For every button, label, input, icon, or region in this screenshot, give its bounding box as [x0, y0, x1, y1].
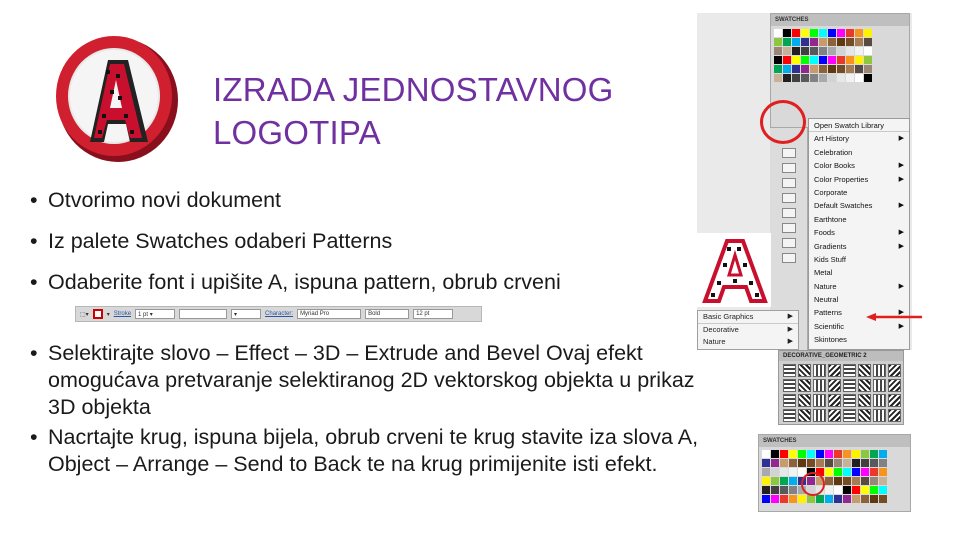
swatch[interactable]	[837, 74, 845, 82]
swatch[interactable]	[810, 65, 818, 73]
swatch[interactable]	[801, 65, 809, 73]
menu-item[interactable]	[809, 159, 909, 172]
menu-item-label: Art History	[814, 134, 850, 144]
bullet-item: • Selektirajte slovo – Effect – 3D – Extrude and Bevel Ovaj efekt omogućava pretvaranje selektiranog 2D vektorskog objekta u prikaz 3D objekta	[30, 341, 695, 419]
bullet-list-bottom	[30, 340, 700, 481]
menu-item[interactable]	[809, 199, 909, 212]
pattern-swatch[interactable]	[813, 364, 826, 377]
swatch[interactable]	[771, 468, 779, 476]
swatch[interactable]	[861, 459, 869, 467]
menu-item[interactable]	[809, 173, 909, 186]
control-toolbar	[75, 306, 482, 322]
submenu-arrow-icon: ▶	[898, 309, 904, 317]
pattern-swatch[interactable]	[843, 409, 856, 422]
swatch[interactable]	[846, 47, 854, 55]
swatch[interactable]	[837, 29, 845, 37]
swatch[interactable]	[834, 459, 842, 467]
pattern-swatch[interactable]	[813, 379, 826, 392]
swatch[interactable]	[789, 495, 797, 503]
bullet-item: • Nacrtajte krug, ispuna bijela, obrub crveni te krug stavite iza slova A, Object – Arrange – Send to Back te na krug primijenite isti efekt.	[30, 425, 699, 476]
swatch[interactable]	[852, 450, 860, 458]
font-style-field[interactable]: Bold	[365, 309, 409, 319]
swatch[interactable]	[780, 468, 788, 476]
swatch[interactable]	[780, 495, 788, 503]
swatch[interactable]	[789, 468, 797, 476]
swatch[interactable]	[792, 47, 800, 55]
swatch[interactable]	[870, 459, 878, 467]
highlight-circle	[801, 472, 825, 496]
swatch[interactable]	[828, 29, 836, 37]
swatch-grid	[759, 447, 910, 506]
swatch[interactable]	[771, 495, 779, 503]
bullet-item: • Odaberite font i upišite A, ispuna pattern, obrub crveni	[30, 270, 561, 294]
bullet-item: • Iz palete Swatches odaberi Patterns	[30, 229, 393, 253]
swatch[interactable]	[816, 495, 824, 503]
menu-item[interactable]	[809, 253, 909, 266]
swatches-panel-title: SWATCHES	[759, 435, 910, 447]
panel-button[interactable]	[782, 208, 796, 218]
pattern-swatch[interactable]	[888, 379, 901, 392]
character-label[interactable]: Character:	[265, 311, 294, 317]
menu-item[interactable]	[809, 213, 909, 226]
swatch[interactable]	[807, 459, 815, 467]
swatch[interactable]	[783, 74, 791, 82]
swatch[interactable]	[843, 468, 851, 476]
menu-item-label: Gradients	[814, 241, 847, 251]
swatch[interactable]	[816, 459, 824, 467]
menu-item[interactable]	[809, 186, 909, 199]
swatch[interactable]	[789, 450, 797, 458]
pattern-swatch[interactable]	[843, 364, 856, 377]
submenu-arrow-icon: ▶	[898, 322, 904, 330]
swatch[interactable]	[825, 486, 833, 494]
swatch[interactable]	[837, 38, 845, 46]
swatch[interactable]	[807, 495, 815, 503]
font-family-field[interactable]: Myriad Pro	[297, 309, 361, 319]
panel-button[interactable]	[782, 193, 796, 203]
panel-button[interactable]	[782, 163, 796, 173]
menu-item[interactable]	[809, 266, 909, 279]
menu-item[interactable]	[698, 311, 798, 324]
menu-item[interactable]	[809, 132, 909, 145]
pattern-swatch[interactable]	[888, 394, 901, 407]
swatch[interactable]	[780, 450, 788, 458]
swatch[interactable]	[819, 65, 827, 73]
swatch[interactable]	[819, 74, 827, 82]
swatch[interactable]	[801, 29, 809, 37]
swatch[interactable]	[825, 468, 833, 476]
pattern-swatch[interactable]	[858, 409, 871, 422]
menu-item-label: Corporate	[814, 187, 848, 197]
menu-item-label: Metal	[814, 268, 833, 278]
pattern-swatch[interactable]	[873, 394, 886, 407]
pattern-swatch[interactable]	[783, 409, 796, 422]
blank-field[interactable]	[179, 309, 227, 319]
swatch[interactable]	[861, 468, 869, 476]
swatch[interactable]	[861, 450, 869, 458]
swatch[interactable]	[792, 38, 800, 46]
swatch[interactable]	[783, 47, 791, 55]
pattern-swatch[interactable]	[813, 409, 826, 422]
submenu-arrow-icon: ▶	[898, 175, 904, 183]
swatch[interactable]	[861, 486, 869, 494]
menu-item[interactable]	[809, 240, 909, 253]
selection-icon[interactable]: ⬚▾	[80, 311, 89, 318]
swatch[interactable]	[783, 29, 791, 37]
swatches-panel-updated	[758, 434, 911, 512]
swatch[interactable]	[762, 450, 770, 458]
swatch[interactable]	[771, 477, 779, 485]
swatch[interactable]	[855, 65, 863, 73]
swatch[interactable]	[870, 486, 878, 494]
swatch[interactable]	[843, 477, 851, 485]
swatch[interactable]	[846, 56, 854, 64]
logo-3d-a	[50, 30, 182, 166]
swatch[interactable]	[879, 495, 887, 503]
menu-item-label: Color Properties	[814, 174, 869, 184]
stroke-swatch[interactable]	[93, 309, 103, 319]
swatch[interactable]	[792, 56, 800, 64]
menu-item-label: Neutral	[814, 295, 839, 305]
swatch[interactable]	[846, 65, 854, 73]
red-arrow-icon	[866, 313, 922, 321]
swatch[interactable]	[774, 29, 782, 37]
swatch[interactable]	[864, 47, 872, 55]
panel-button[interactable]	[782, 223, 796, 233]
swatch[interactable]	[789, 459, 797, 467]
swatch-libraries-button[interactable]	[782, 148, 796, 158]
menu-item[interactable]	[809, 119, 909, 132]
swatch[interactable]	[834, 486, 842, 494]
swatch[interactable]	[855, 74, 863, 82]
pattern-swatch[interactable]	[798, 409, 811, 422]
swatch[interactable]	[825, 495, 833, 503]
swatch[interactable]	[810, 38, 818, 46]
swatch[interactable]	[798, 450, 806, 458]
swatch[interactable]	[810, 29, 818, 37]
font-size-field[interactable]: 12 pt	[413, 309, 453, 319]
swatch[interactable]	[774, 38, 782, 46]
swatch[interactable]	[816, 450, 824, 458]
swatch[interactable]	[879, 450, 887, 458]
swatch[interactable]	[825, 477, 833, 485]
menu-item[interactable]	[809, 226, 909, 239]
swatch[interactable]	[828, 47, 836, 55]
panel-button[interactable]	[782, 238, 796, 248]
swatch[interactable]	[810, 56, 818, 64]
swatch[interactable]	[792, 29, 800, 37]
swatch[interactable]	[855, 29, 863, 37]
swatch[interactable]	[789, 486, 797, 494]
highlight-circle	[760, 100, 806, 144]
swatch[interactable]	[825, 459, 833, 467]
submenu-arrow-icon: ▶	[898, 162, 904, 170]
pattern-swatch[interactable]	[858, 379, 871, 392]
pattern-letter-preview	[697, 233, 771, 307]
pattern-swatch[interactable]	[843, 394, 856, 407]
swatch[interactable]	[771, 450, 779, 458]
pattern-swatch[interactable]	[828, 394, 841, 407]
swatch[interactable]	[828, 38, 836, 46]
menu-item-label: Kids Stuff	[814, 254, 846, 264]
swatch[interactable]	[762, 495, 770, 503]
swatch[interactable]	[852, 468, 860, 476]
submenu-arrow-icon: ▶	[898, 202, 904, 210]
swatch[interactable]	[774, 47, 782, 55]
swatch[interactable]	[855, 47, 863, 55]
swatch[interactable]	[792, 65, 800, 73]
submenu-arrow-icon: ▶	[787, 325, 793, 333]
swatch[interactable]	[837, 65, 845, 73]
swatch[interactable]	[780, 477, 788, 485]
bullet-list-top	[30, 187, 700, 310]
swatch[interactable]	[843, 450, 851, 458]
swatch[interactable]	[807, 450, 815, 458]
decorative-panel-title: DECORATIVE_GEOMETRIC 2	[779, 351, 903, 361]
decorative-patterns-panel	[778, 350, 904, 425]
swatch[interactable]	[774, 65, 782, 73]
submenu-arrow-icon: ▶	[898, 282, 904, 290]
panel-button[interactable]	[782, 178, 796, 188]
opacity-field[interactable]: ▾	[231, 309, 261, 319]
swatch[interactable]	[801, 38, 809, 46]
swatch[interactable]	[828, 56, 836, 64]
pattern-swatch[interactable]	[873, 379, 886, 392]
pattern-swatch[interactable]	[798, 379, 811, 392]
swatch[interactable]	[762, 477, 770, 485]
swatch[interactable]	[810, 47, 818, 55]
swatch[interactable]	[837, 56, 845, 64]
pattern-swatch[interactable]	[873, 364, 886, 377]
swatch[interactable]	[798, 459, 806, 467]
pattern-swatch[interactable]	[798, 394, 811, 407]
title-line-1: IZRADA JEDNOSTAVNOG	[213, 71, 614, 108]
swatch[interactable]	[780, 459, 788, 467]
pattern-swatch[interactable]	[888, 409, 901, 422]
menu-item-label: Decorative	[703, 324, 739, 334]
swatch[interactable]	[852, 495, 860, 503]
swatch[interactable]	[861, 477, 869, 485]
swatch[interactable]	[783, 65, 791, 73]
swatch[interactable]	[819, 38, 827, 46]
swatch[interactable]	[819, 56, 827, 64]
swatches-panel-title: SWATCHES	[771, 14, 909, 26]
pattern-swatch[interactable]	[858, 364, 871, 377]
swatch[interactable]	[792, 74, 800, 82]
swatch[interactable]	[828, 74, 836, 82]
swatch[interactable]	[879, 459, 887, 467]
swatch[interactable]	[762, 468, 770, 476]
menu-item-label: Basic Graphics	[703, 312, 754, 321]
swatch[interactable]	[771, 486, 779, 494]
pattern-swatch[interactable]	[828, 379, 841, 392]
pattern-swatch[interactable]	[888, 364, 901, 377]
submenu-arrow-icon: ▶	[898, 229, 904, 237]
submenu-arrow-icon: ▶	[898, 135, 904, 143]
pattern-swatch[interactable]	[783, 364, 796, 377]
menu-item[interactable]	[809, 280, 909, 293]
swatch[interactable]	[780, 486, 788, 494]
pattern-swatch[interactable]	[828, 409, 841, 422]
pattern-swatch[interactable]	[798, 364, 811, 377]
swatch[interactable]	[861, 495, 869, 503]
swatch[interactable]	[870, 477, 878, 485]
menu-item-label: Foods	[814, 228, 835, 238]
swatch[interactable]	[879, 468, 887, 476]
menu-item-label: Skintones	[814, 335, 847, 345]
stroke-weight-field[interactable]: 1 pt ▾	[135, 309, 175, 319]
swatch[interactable]	[834, 468, 842, 476]
swatch[interactable]	[801, 74, 809, 82]
menu-item-label: Color Books	[814, 161, 855, 171]
swatch[interactable]	[864, 29, 872, 37]
pattern-swatch[interactable]	[858, 394, 871, 407]
swatch[interactable]	[864, 38, 872, 46]
menu-item-label: Nature	[703, 337, 726, 346]
menu-item-label: Patterns	[814, 308, 842, 318]
swatch[interactable]	[834, 450, 842, 458]
menu-item-label: Nature	[814, 281, 837, 291]
swatch-grid	[771, 26, 909, 85]
pattern-swatch[interactable]	[783, 379, 796, 392]
swatch[interactable]	[837, 47, 845, 55]
submenu-arrow-icon: ▶	[898, 242, 904, 250]
swatch[interactable]	[801, 56, 809, 64]
menu-item-label: Scientific	[814, 321, 845, 331]
submenu-arrow-icon: ▶	[787, 313, 793, 320]
swatch[interactable]	[870, 450, 878, 458]
swatch[interactable]	[852, 477, 860, 485]
swatch[interactable]	[852, 486, 860, 494]
swatch[interactable]	[771, 459, 779, 467]
menu-item-label: Celebration	[814, 147, 853, 157]
swatch[interactable]	[846, 38, 854, 46]
swatch[interactable]	[819, 47, 827, 55]
menu-item[interactable]	[698, 324, 798, 337]
title-line-2: LOGOTIPA	[213, 114, 381, 151]
swatch[interactable]	[834, 495, 842, 503]
menu-item-label: Open Swatch Library	[814, 121, 885, 130]
swatch[interactable]	[834, 477, 842, 485]
swatch[interactable]	[846, 74, 854, 82]
swatch[interactable]	[864, 74, 872, 82]
pattern-swatch[interactable]	[783, 394, 796, 407]
swatch[interactable]	[855, 56, 863, 64]
patterns-submenu	[697, 310, 799, 350]
menu-item[interactable]	[809, 146, 909, 159]
swatch[interactable]	[846, 29, 854, 37]
swatch[interactable]	[783, 56, 791, 64]
swatch[interactable]	[798, 495, 806, 503]
submenu-arrow-icon: ▶	[787, 338, 793, 345]
swatch[interactable]	[879, 477, 887, 485]
swatch[interactable]	[828, 65, 836, 73]
swatch[interactable]	[810, 74, 818, 82]
swatch[interactable]	[762, 486, 770, 494]
panel-button[interactable]	[782, 253, 796, 263]
swatch[interactable]	[852, 459, 860, 467]
pattern-grid	[779, 361, 903, 425]
menu-item[interactable]	[809, 293, 909, 306]
swatch[interactable]	[870, 468, 878, 476]
menu-item[interactable]	[809, 333, 909, 346]
pattern-swatch[interactable]	[813, 394, 826, 407]
swatch[interactable]	[864, 56, 872, 64]
swatch[interactable]	[843, 459, 851, 467]
menu-item[interactable]	[698, 336, 798, 349]
swatch[interactable]	[789, 477, 797, 485]
bullet-item: • Otvorimo novi dokument	[30, 188, 282, 212]
pattern-swatch[interactable]	[828, 364, 841, 377]
swatch[interactable]	[870, 495, 878, 503]
swatch[interactable]	[762, 459, 770, 467]
menu-item-label: Default Swatches	[814, 201, 873, 211]
swatch[interactable]	[801, 47, 809, 55]
stroke-label[interactable]: Stroke	[113, 311, 132, 317]
swatch[interactable]	[774, 74, 782, 82]
swatch[interactable]	[879, 486, 887, 494]
swatch[interactable]	[825, 450, 833, 458]
page-title	[213, 68, 683, 154]
swatch[interactable]	[774, 56, 782, 64]
pattern-swatch[interactable]	[873, 409, 886, 422]
swatch[interactable]	[843, 486, 851, 494]
swatch[interactable]	[819, 29, 827, 37]
pattern-swatch[interactable]	[843, 379, 856, 392]
swatch[interactable]	[843, 495, 851, 503]
menu-item[interactable]	[809, 320, 909, 333]
swatch[interactable]	[864, 65, 872, 73]
swatch[interactable]	[855, 38, 863, 46]
dropdown-icon[interactable]: ▾	[106, 311, 110, 318]
swatch[interactable]	[783, 38, 791, 46]
menu-item-label: Earthtone	[814, 214, 847, 224]
